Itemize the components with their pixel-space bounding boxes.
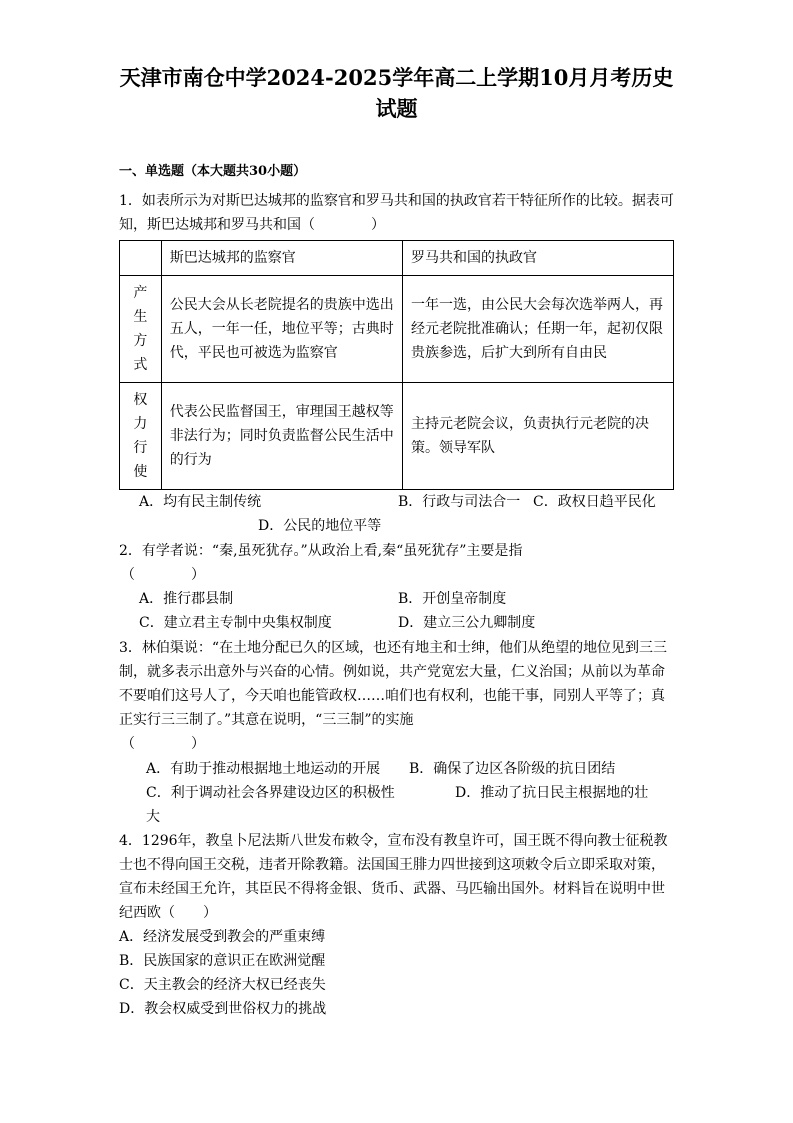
q1-stem: 1．如表所示为对斯巴达城邦的监察官和罗马共和国的执政官若干特征所作的比较。据表可知，斯巴达城邦和罗马共和国（ ） [119,193,674,233]
q2-answer-blank: （ ） [121,567,205,583]
row-label-char: 式 [133,357,148,373]
q3-option-b[interactable]: B．确保了边区各阶级的抗日团结 [409,761,616,777]
row-label-power [120,383,162,490]
q4-option-a[interactable]: A．经济发展受到教会的严重束缚 [119,929,326,945]
comparison-table [119,240,674,490]
q4-option-c[interactable]: C．天主教会的经济大权已经丧失 [119,977,326,993]
table-row [120,276,674,383]
q3-stem: 3．林伯渠说：“在土地分配已久的区域，也还有地主和士绅，他们从绝望的地位见到三三制，就多表示出意外与兴奋的心情。例如说，共产党宽宏大量，仁义治国；从前以为革命不要咱们这号人了，今天咱也能管政权……咱们也有权利，也能干事，同别人平等了；真正实行三三制了。”其意在说明，“三三制”的实施 [119,640,668,728]
q1-option-a[interactable]: A．均有民主制传统 [139,494,262,510]
row-label-char: 权 [133,392,148,408]
table-header-row [120,241,674,276]
cell-sparta-power: 代表公民监督国王，审理国王越权等非法行为；同时负责监督公民生活中的行为 [161,383,402,490]
q4-option-d[interactable]: D．教会权威受到世俗权力的挑战 [119,1001,327,1017]
q2-option-a[interactable]: A．推行郡县制 [139,591,234,607]
q3-option-d[interactable]: D．推动了抗日民主根据地的壮 [455,785,649,801]
q1-option-c[interactable]: C．政权日趋平民化 [533,494,656,510]
row-label-char: 力 [133,416,148,432]
cell-rome-origin: 一年一选，由公民大会每次选举两人，再经元老院批准确认；任期一年，起初仅限贵族参选，后扩大到所有自由民 [403,276,674,383]
exam-title-line2: 试题 [375,96,418,121]
cell-sparta-origin: 公民大会从长老院提名的贵族中选出五人，一年一任，地位平等；古典时代，平民也可被选为监察官 [161,276,402,383]
q3-option-d-continued: 大 [146,809,160,825]
q4-stem: 4．1296年，教皇卜尼法斯八世发布敕令，宣布没有教皇许可，国王既不得向教士征税教士也不得向国王交税，违者开除教籍。法国国王腓力四世接到这项敕令后立即采取对策，宣布未经国王允许，其臣民不得将金银、货币、武器、马匹输出国外。材料旨在说明中世纪西欧（ ） [119,833,668,921]
q3-option-c[interactable]: C．利于调动社会各界建设边区的积极性 [146,785,395,801]
table-header-rome: 罗马共和国的执政官 [403,241,674,276]
q1-option-b[interactable]: B．行政与司法合一 [398,494,521,510]
cell-rome-power: 主持元老院会议，负责执行元老院的决策。领导军队 [403,383,674,490]
exam-title-line1: 天津市南仓中学2024-2025学年高二上学期10月月考历史 [119,65,674,90]
q2-option-c[interactable]: C．建立君主专制中央集权制度 [139,615,332,631]
exam-title [100,62,693,124]
row-label-char: 使 [133,464,148,480]
q2-stem: 2．有学者说：“秦,虽死犹存。”从政治上看,秦“虽死犹存”主要是指 [119,543,523,559]
table-row [120,383,674,490]
table-header-sparta: 斯巴达城邦的监察官 [161,241,402,276]
q2-option-b[interactable]: B．开创皇帝制度 [398,591,507,607]
table-header-empty [120,241,162,276]
row-label-origin [120,276,162,383]
q1-option-d[interactable]: D．公民的地位平等 [258,518,382,534]
row-label-char: 行 [133,440,148,456]
q2-option-d[interactable]: D．建立三公九卿制度 [398,615,536,631]
row-label-char: 产 [133,285,148,301]
q4-option-b[interactable]: B．民族国家的意识正在欧洲觉醒 [119,953,326,969]
section-heading: 一、单选题（本大题共30小题） [119,164,307,179]
row-label-char: 方 [133,333,148,349]
q3-answer-blank: （ ） [121,736,205,752]
row-label-char: 生 [133,309,148,325]
q3-option-a[interactable]: A．有助于推动根据地土地运动的开展 [146,761,381,777]
